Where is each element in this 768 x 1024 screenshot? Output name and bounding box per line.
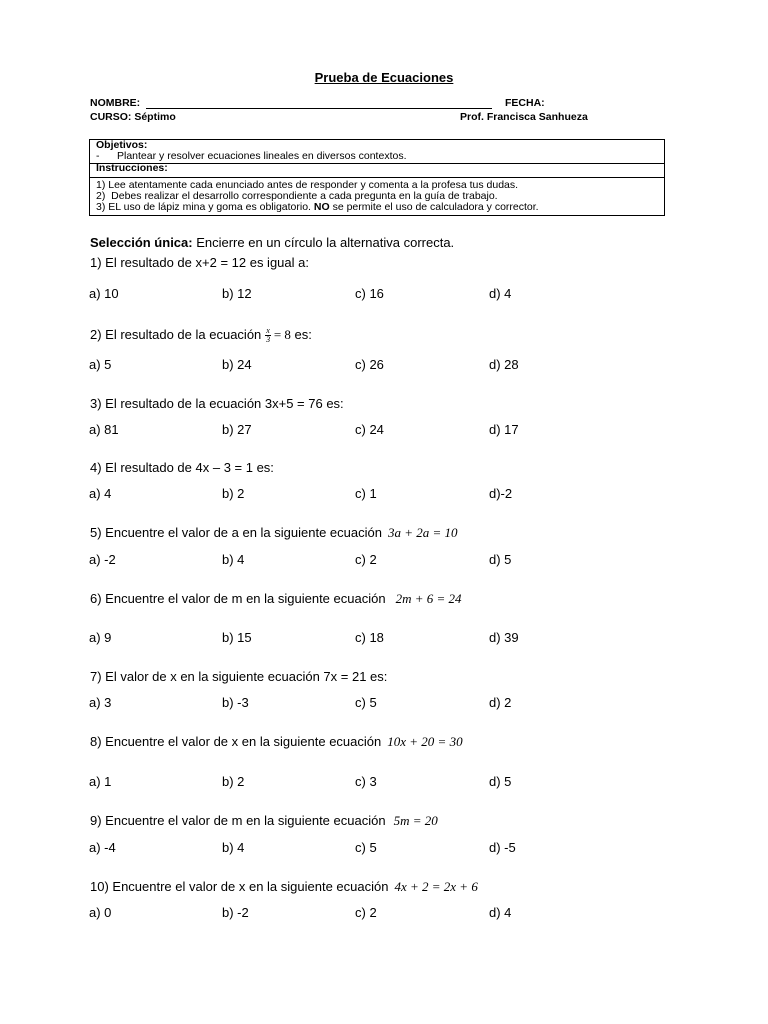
question-6-options (0, 630, 768, 646)
q6-option-b[interactable]: b) 15 (222, 630, 252, 645)
nombre-field-line[interactable] (146, 108, 492, 109)
question-9-text: 9) Encuentre el valor de m en la siguiente ecuación (90, 813, 386, 828)
selection-label: Selección única: (90, 235, 193, 250)
q4-option-c[interactable]: c) 1 (355, 486, 377, 501)
question-4-options (0, 486, 768, 502)
fraction-numerator: x (266, 326, 270, 336)
page-title: Prueba de Ecuaciones (314, 70, 454, 85)
q8-option-d[interactable]: d) 5 (489, 774, 512, 789)
q1-option-c[interactable]: c) 16 (355, 286, 384, 301)
q2-option-d[interactable]: d) 28 (489, 357, 519, 372)
q2-option-c[interactable]: c) 26 (355, 357, 384, 372)
question-6 (90, 591, 462, 607)
objective-item: - Plantear y resolver ecuaciones lineales en diversos contextos. (96, 150, 407, 162)
instruction-3-part-b: se permite el uso de calculadora y corrector. (329, 201, 539, 213)
question-10-options (0, 905, 768, 921)
question-10-equation: 4x + 2 = 2x + 6 (394, 879, 478, 894)
question-2 (90, 327, 312, 344)
question-10-text: 10) Encuentre el valor de x en la siguiente ecuación (90, 879, 389, 894)
q1-option-a[interactable]: a) 10 (89, 286, 119, 301)
q7-option-d[interactable]: d) 2 (489, 695, 512, 710)
q3-option-a[interactable]: a) 81 (89, 422, 119, 437)
question-2-fraction (265, 327, 271, 344)
question-3-text: 3) El resultado de la ecuación 3x+5 = 76 es: (90, 396, 344, 411)
q6-option-c[interactable]: c) 18 (355, 630, 384, 645)
objectives-instructions-box (89, 139, 665, 216)
q10-option-d[interactable]: d) 4 (489, 905, 512, 920)
q4-option-a[interactable]: a) 4 (89, 486, 112, 501)
q9-option-d[interactable]: d) -5 (489, 840, 516, 855)
q2-option-a[interactable]: a) 5 (89, 357, 112, 372)
question-9 (90, 813, 438, 829)
q5-option-b[interactable]: b) 4 (222, 552, 245, 567)
q5-option-c[interactable]: c) 2 (355, 552, 377, 567)
q3-option-c[interactable]: c) 24 (355, 422, 384, 437)
q4-option-d[interactable]: d)-2 (489, 486, 513, 501)
question-2-options (0, 357, 768, 373)
q7-option-a[interactable]: a) 3 (89, 695, 112, 710)
q3-option-b[interactable]: b) 27 (222, 422, 252, 437)
question-7-text: 7) El valor de x en la siguiente ecuación 7x = 21 es: (90, 669, 388, 684)
question-1 (90, 255, 309, 270)
instructions-header (90, 163, 664, 178)
q9-option-b[interactable]: b) 4 (222, 840, 245, 855)
question-4 (90, 460, 274, 475)
question-5-equation: 3a + 2a = 10 (387, 525, 458, 540)
q6-option-a[interactable]: a) 9 (89, 630, 112, 645)
question-4-text: 4) El resultado de 4x – 3 = 1 es: (90, 460, 274, 475)
q5-option-d[interactable]: d) 5 (489, 552, 512, 567)
instruction-item-1: 1) Lee atentamente cada enunciado antes de responder y comenta a la profesa tus dudas. (96, 179, 519, 191)
question-2-equation: = 8 (273, 327, 291, 342)
instructions-list (90, 180, 664, 213)
q9-option-a[interactable]: a) -4 (89, 840, 116, 855)
instruction-3-no: NO (313, 201, 330, 213)
question-8-options (0, 774, 768, 790)
instructions-label: Instrucciones: (96, 162, 168, 174)
question-5 (90, 525, 458, 541)
q10-option-c[interactable]: c) 2 (355, 905, 377, 920)
question-7 (90, 669, 387, 684)
q10-option-b[interactable]: b) -2 (222, 905, 249, 920)
question-9-equation: 5m = 20 (393, 813, 438, 828)
q6-option-d[interactable]: d) 39 (489, 630, 519, 645)
question-10 (90, 879, 478, 895)
q5-option-a[interactable]: a) -2 (89, 552, 116, 567)
q1-option-d[interactable]: d) 4 (489, 286, 512, 301)
q7-option-b[interactable]: b) -3 (222, 695, 249, 710)
objectives-section (90, 140, 664, 164)
question-7-options (0, 695, 768, 711)
q10-option-a[interactable]: a) 0 (89, 905, 112, 920)
instruction-item-3 (90, 202, 664, 213)
selection-instructions (90, 235, 454, 250)
q3-option-d[interactable]: d) 17 (489, 422, 519, 437)
question-5-options (0, 552, 768, 568)
selection-text: Encierre en un círculo la alternativa correcta. (192, 235, 455, 250)
nombre-label: NOMBRE: (90, 97, 141, 109)
instruction-item-2: 2) Debes realizar el desarrollo correspondiente a cada pregunta en la guía de trabajo. (96, 190, 498, 202)
q9-option-c[interactable]: c) 5 (355, 840, 377, 855)
profesor-label: Prof. Francisca Sanhueza (460, 111, 588, 123)
q8-option-a[interactable]: a) 1 (89, 774, 112, 789)
q8-option-c[interactable]: c) 3 (355, 774, 377, 789)
q4-option-b[interactable]: b) 2 (222, 486, 245, 501)
question-9-options (0, 840, 768, 856)
fecha-label: FECHA: (505, 97, 545, 109)
question-6-equation: 2m + 6 = 24 (395, 591, 462, 606)
question-8-equation: 10x + 20 = 30 (387, 734, 463, 749)
q2-option-b[interactable]: b) 24 (222, 357, 252, 372)
q1-option-b[interactable]: b) 12 (222, 286, 252, 301)
question-8 (90, 734, 463, 750)
q7-option-c[interactable]: c) 5 (355, 695, 377, 710)
question-8-text: 8) Encuentre el valor de x en la siguiente ecuación (90, 734, 382, 749)
question-3-options (0, 422, 768, 438)
q8-option-b[interactable]: b) 2 (222, 774, 245, 789)
question-1-options (0, 286, 768, 302)
fraction-denominator: 3 (266, 335, 271, 345)
objectives-label: Objetivos: (96, 139, 148, 151)
question-6-text: 6) Encuentre el valor de m en la siguiente ecuación (90, 591, 386, 606)
instruction-3-part-a: 3) EL uso de lápiz mina y goma es obligatorio. (96, 201, 314, 213)
question-5-text: 5) Encuentre el valor de a en la siguiente ecuación (90, 525, 382, 540)
curso-label: CURSO: Séptimo (90, 111, 176, 123)
question-3 (90, 396, 344, 411)
question-2-suffix: es: (290, 327, 312, 342)
question-2-text: 2) El resultado de la ecuación (90, 327, 262, 342)
question-1-text: 1) El resultado de x+2 = 12 es igual a: (90, 255, 309, 270)
